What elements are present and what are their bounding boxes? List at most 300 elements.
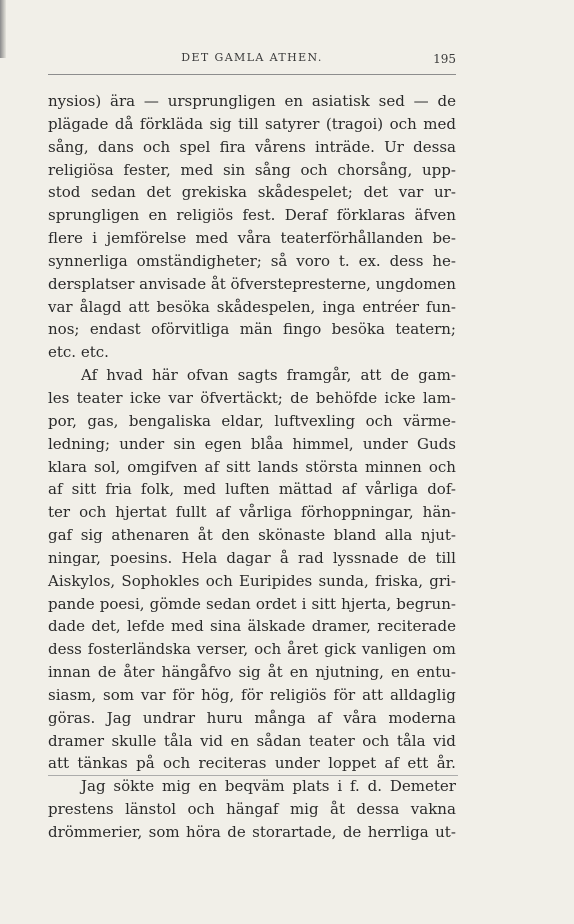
word: hvad [106, 366, 143, 385]
word: prestens [48, 800, 114, 819]
text-line-32 [48, 798, 456, 821]
word: dof- [427, 480, 456, 499]
word: fingo [282, 320, 322, 339]
word: himmel, [292, 434, 354, 453]
word: por, [48, 411, 77, 430]
word: sina [210, 617, 242, 636]
word: för [172, 685, 195, 704]
word: det, [91, 617, 121, 636]
word: åt [197, 526, 213, 545]
word: af [341, 480, 357, 499]
word: Jag [106, 708, 132, 727]
word: religiösa [48, 160, 114, 179]
word: loppet [328, 754, 377, 773]
word: t. [338, 251, 350, 270]
word: ungdomen [375, 274, 456, 293]
word: att [360, 366, 382, 385]
word: af [48, 480, 63, 499]
word: den [221, 526, 250, 545]
word: verser, [196, 640, 249, 659]
word: teater [308, 731, 355, 750]
book-page [48, 40, 456, 844]
word: inträde. [315, 137, 375, 156]
word: våra [237, 229, 272, 248]
word: länstol [125, 800, 177, 819]
text-line-15 [48, 410, 456, 433]
word: religiös [269, 685, 327, 704]
word: grekiska [181, 183, 247, 202]
word: sång, [48, 137, 89, 156]
text-line-14 [48, 387, 456, 410]
word: och [205, 571, 233, 590]
word: poesins. [110, 548, 173, 567]
word: ledning; [48, 434, 111, 453]
word: inga [322, 297, 356, 316]
word: älskade [247, 617, 306, 636]
word: att [362, 685, 384, 704]
word: besöka [331, 320, 385, 339]
word: vårliga [365, 480, 419, 499]
header-rule [48, 74, 456, 75]
word: be- [432, 229, 456, 248]
word: sig [209, 114, 232, 133]
word: åt [330, 800, 346, 819]
word: som [103, 685, 134, 704]
word: eldar, [221, 411, 264, 430]
word: gaf [48, 526, 73, 545]
word: af [384, 754, 400, 773]
word: anvisade [139, 274, 207, 293]
word: Aiskylos, [48, 571, 116, 590]
word: ter [48, 503, 71, 522]
word: på [136, 754, 155, 773]
word: rad [297, 548, 324, 567]
word: dess [389, 251, 424, 270]
word: mättad [278, 480, 333, 499]
text-line-25 [48, 638, 456, 661]
word: sig [238, 663, 261, 682]
word: en [284, 92, 304, 110]
word: entu- [416, 663, 456, 682]
word: storartade, [252, 823, 337, 841]
word: de [97, 663, 117, 682]
page-bottom-rule [48, 775, 458, 776]
word: under [119, 434, 165, 453]
word: ut- [435, 823, 456, 841]
word: omgifven [127, 457, 198, 476]
word: göras. [48, 708, 96, 727]
word: och [428, 457, 456, 476]
word: ur- [434, 183, 456, 202]
word: största [305, 457, 358, 476]
word: de [390, 366, 409, 385]
word: då [114, 114, 134, 133]
word: de [437, 92, 456, 110]
word: om [432, 640, 456, 659]
word: män [239, 320, 273, 339]
text-line-17 [48, 456, 456, 479]
word: året [287, 640, 319, 659]
word: gick [324, 640, 356, 659]
word: förhoppningar, [300, 503, 414, 522]
word: athenaren [111, 526, 190, 545]
word: besöka [156, 297, 210, 316]
word: icke [129, 388, 162, 407]
word: sprungligen [48, 206, 140, 225]
word: blåa [250, 434, 284, 453]
word: dessa [356, 800, 400, 819]
word: teatern; [395, 320, 456, 339]
word: hjertat [115, 503, 167, 522]
word: i [337, 777, 343, 796]
text-line-22 [48, 570, 456, 593]
text-line-26 [48, 661, 456, 684]
word: ex. [358, 251, 381, 270]
word: mig [161, 777, 191, 796]
word: åt [210, 274, 226, 293]
word: minnen [364, 457, 422, 476]
word: teaterförhållanden [280, 229, 424, 248]
word: förkläda [139, 114, 204, 133]
word: plägade [48, 114, 109, 133]
text-line-21 [48, 547, 456, 570]
word: sitt [311, 594, 337, 613]
word: att [48, 754, 69, 773]
word: lands [257, 457, 299, 476]
word: voro [296, 251, 330, 270]
word: entréer [362, 297, 420, 316]
word: — [143, 92, 159, 110]
word: och [254, 640, 282, 659]
word: lam- [422, 388, 456, 407]
word: fun- [426, 297, 456, 316]
word: många [254, 708, 306, 727]
word: hög, [201, 685, 235, 704]
word: friska, [375, 571, 424, 590]
word: dagar [226, 548, 271, 567]
word: sedan [206, 594, 251, 613]
word: behöfde [315, 388, 378, 407]
text-line-30 [48, 752, 456, 775]
word: och [163, 754, 191, 773]
word: en [148, 206, 168, 225]
word: hän- [422, 503, 456, 522]
word: bengaliska [128, 411, 211, 430]
word: för [241, 685, 263, 704]
word: öfverstepresterne, [230, 274, 371, 293]
body-text [48, 90, 456, 844]
text-line-7 [48, 227, 456, 250]
word: med [195, 229, 229, 248]
word: och [300, 160, 328, 179]
word: njut- [420, 526, 456, 545]
word: skulle [111, 731, 157, 750]
word: oförvitliga [151, 320, 230, 339]
word: les [48, 388, 70, 407]
word: och [143, 137, 171, 156]
word: gri- [429, 571, 456, 590]
word: luftvexling [274, 411, 356, 430]
word: med [171, 617, 204, 636]
word: Ur [384, 137, 404, 156]
text-line-2 [48, 113, 456, 136]
word: tänkas [77, 754, 128, 773]
word: hängaf [226, 800, 279, 819]
word: dans [97, 137, 134, 156]
word: fria [105, 480, 132, 499]
word: lyssnade [332, 548, 399, 567]
word: teater [76, 388, 123, 407]
word: år. [436, 754, 456, 773]
word: värme- [403, 411, 456, 430]
word: skådespelet; [257, 183, 353, 202]
word: vid [200, 731, 223, 750]
word: åt [267, 663, 283, 682]
word: och [365, 411, 393, 430]
word: de [407, 548, 427, 567]
word: fest. [242, 206, 276, 225]
word: sedan [91, 183, 136, 202]
word: dramer [48, 731, 104, 750]
text-line-12: etc. etc. [48, 343, 109, 362]
word: var [398, 183, 424, 202]
word: under [362, 434, 408, 453]
word: så [270, 251, 288, 270]
word: Af [81, 366, 98, 385]
word: reciteras [198, 754, 267, 773]
word: de [342, 823, 362, 841]
word: för [333, 685, 356, 704]
text-line-11 [48, 318, 456, 341]
word: var [48, 297, 73, 316]
text-line-10 [48, 296, 456, 319]
text-line-28 [48, 707, 456, 730]
word: till [435, 548, 456, 567]
word: nysios) [48, 92, 102, 110]
text-line-6 [48, 204, 456, 227]
word: satyrer [265, 114, 320, 133]
word: sunda, [318, 571, 369, 590]
word: Demeter [389, 777, 456, 796]
text-line-3 [48, 136, 456, 159]
word: upp- [421, 160, 456, 179]
word: vakna [410, 800, 456, 819]
word: endast [89, 320, 141, 339]
word: sitt [71, 480, 97, 499]
word: begrun- [396, 594, 456, 613]
word: synnerliga [48, 251, 128, 270]
word: dess [48, 640, 82, 659]
word: sin [222, 160, 246, 179]
word: omständigheter; [136, 251, 262, 270]
word: dersplatser [48, 274, 135, 293]
word: stod [48, 183, 81, 202]
word: d. [367, 777, 383, 796]
word: ett [407, 754, 429, 773]
word: plats [292, 777, 330, 796]
word: och [389, 114, 417, 133]
word: luften [225, 480, 270, 499]
page-edge-shadow [0, 0, 6, 58]
word: ursprungligen [167, 92, 276, 110]
word: hjerta, [341, 594, 392, 613]
text-line-19 [48, 501, 456, 524]
word: dessa [413, 137, 456, 156]
word: var [168, 388, 193, 407]
word: asiatisk [311, 92, 370, 110]
word: moderna [388, 708, 456, 727]
word: ningar, [48, 548, 101, 567]
word: sång [254, 160, 291, 179]
word: ofvan [186, 366, 229, 385]
word: fira [219, 137, 246, 156]
word: herrliga [367, 823, 429, 841]
word: egen [204, 434, 242, 453]
word: med [180, 160, 214, 179]
word: och [187, 800, 215, 819]
word: i [92, 229, 98, 248]
word: folk, [140, 480, 175, 499]
word: de [227, 823, 246, 841]
word: Guds [416, 434, 456, 453]
text-line-31 [48, 775, 456, 798]
word: höra [186, 823, 221, 841]
word: en [289, 663, 309, 682]
text-line-27 [48, 684, 456, 707]
text-line-13 [48, 364, 456, 387]
word: och [362, 731, 390, 750]
word: gömde [149, 594, 201, 613]
word: sådan [256, 731, 302, 750]
word: af [215, 503, 231, 522]
word: att [128, 297, 150, 316]
word: af [204, 457, 220, 476]
word: en [198, 777, 217, 796]
word: ära [110, 92, 136, 110]
word: poesi, [99, 594, 145, 613]
word: dramer, [311, 617, 371, 636]
word: öfvertäckt; [200, 388, 283, 407]
text-line-1 [48, 90, 456, 113]
text-line-4 [48, 159, 456, 182]
word: Jag [81, 777, 106, 796]
word: beqväm [224, 777, 285, 796]
word: här [151, 366, 178, 385]
word: en [230, 731, 249, 750]
word: Hela [181, 548, 218, 567]
word: siasm, [48, 685, 97, 704]
word: flere [48, 229, 83, 248]
word: vanligen [361, 640, 427, 659]
text-line-9 [48, 273, 456, 296]
running-title: DET GAMLA ATHEN. [181, 51, 323, 64]
word: en [391, 663, 410, 682]
text-line-16 [48, 433, 456, 456]
text-line-18 [48, 478, 456, 501]
word: till [238, 114, 259, 133]
word: sol, [93, 457, 121, 476]
word: var [140, 685, 166, 704]
text-line-20 [48, 524, 456, 547]
word: alla [384, 526, 413, 545]
word: och [79, 503, 107, 522]
word: he- [432, 251, 456, 270]
word: nos; [48, 320, 80, 339]
word: pande [48, 594, 95, 613]
word: skönaste [258, 526, 326, 545]
text-line-24 [48, 615, 456, 638]
word: förklaras [336, 206, 406, 225]
word: af [317, 708, 332, 727]
word: klara [48, 457, 87, 476]
running-header [48, 40, 456, 72]
word: huru [206, 708, 243, 727]
word: som [148, 823, 180, 841]
word: Euripides [239, 571, 313, 590]
word: (tragoi) [325, 114, 384, 133]
word: med [423, 114, 456, 133]
word: reciterade [377, 617, 456, 636]
word: spel [179, 137, 211, 156]
word: sig [80, 526, 103, 545]
word: undrar [142, 708, 196, 727]
word: å [279, 548, 289, 567]
word: det [146, 183, 172, 202]
word: bland [333, 526, 377, 545]
word: mig [289, 800, 319, 819]
word: icke [384, 388, 416, 407]
word: innan [48, 663, 91, 682]
word: ordet [255, 594, 297, 613]
word: gam- [418, 366, 456, 385]
word: våra [343, 708, 377, 727]
word: vid [433, 731, 456, 750]
word: de [290, 388, 309, 407]
word: sin [173, 434, 196, 453]
word: vårliga [239, 503, 292, 522]
word: alldaglig [389, 685, 456, 704]
word: åter [123, 663, 155, 682]
word: sitt [226, 457, 251, 476]
word: fester, [123, 160, 171, 179]
word: drömmerier, [48, 823, 143, 841]
word: gas, [87, 411, 119, 430]
word: f. [350, 777, 360, 796]
word: sed [378, 92, 405, 110]
word: med [183, 480, 216, 499]
text-line-5 [48, 181, 456, 204]
word: Deraf [284, 206, 328, 225]
word: jemförelse [106, 229, 187, 248]
word: dade [48, 617, 86, 636]
text-line-29 [48, 730, 456, 753]
word: skådespelen, [216, 297, 316, 316]
word: — [413, 92, 429, 110]
word: äfven [414, 206, 456, 225]
word: sagts [237, 366, 278, 385]
page-number: 195 [433, 52, 456, 66]
word: fosterländska [87, 640, 191, 659]
word: religiös [176, 206, 234, 225]
word: Sophokles [121, 571, 200, 590]
word: fullt [175, 503, 207, 522]
word: lefde [126, 617, 165, 636]
word: under [274, 754, 320, 773]
text-line-23 [48, 593, 456, 616]
word: hängåfvo [161, 663, 232, 682]
text-line-33 [48, 821, 456, 844]
word: ålagd [79, 297, 122, 316]
